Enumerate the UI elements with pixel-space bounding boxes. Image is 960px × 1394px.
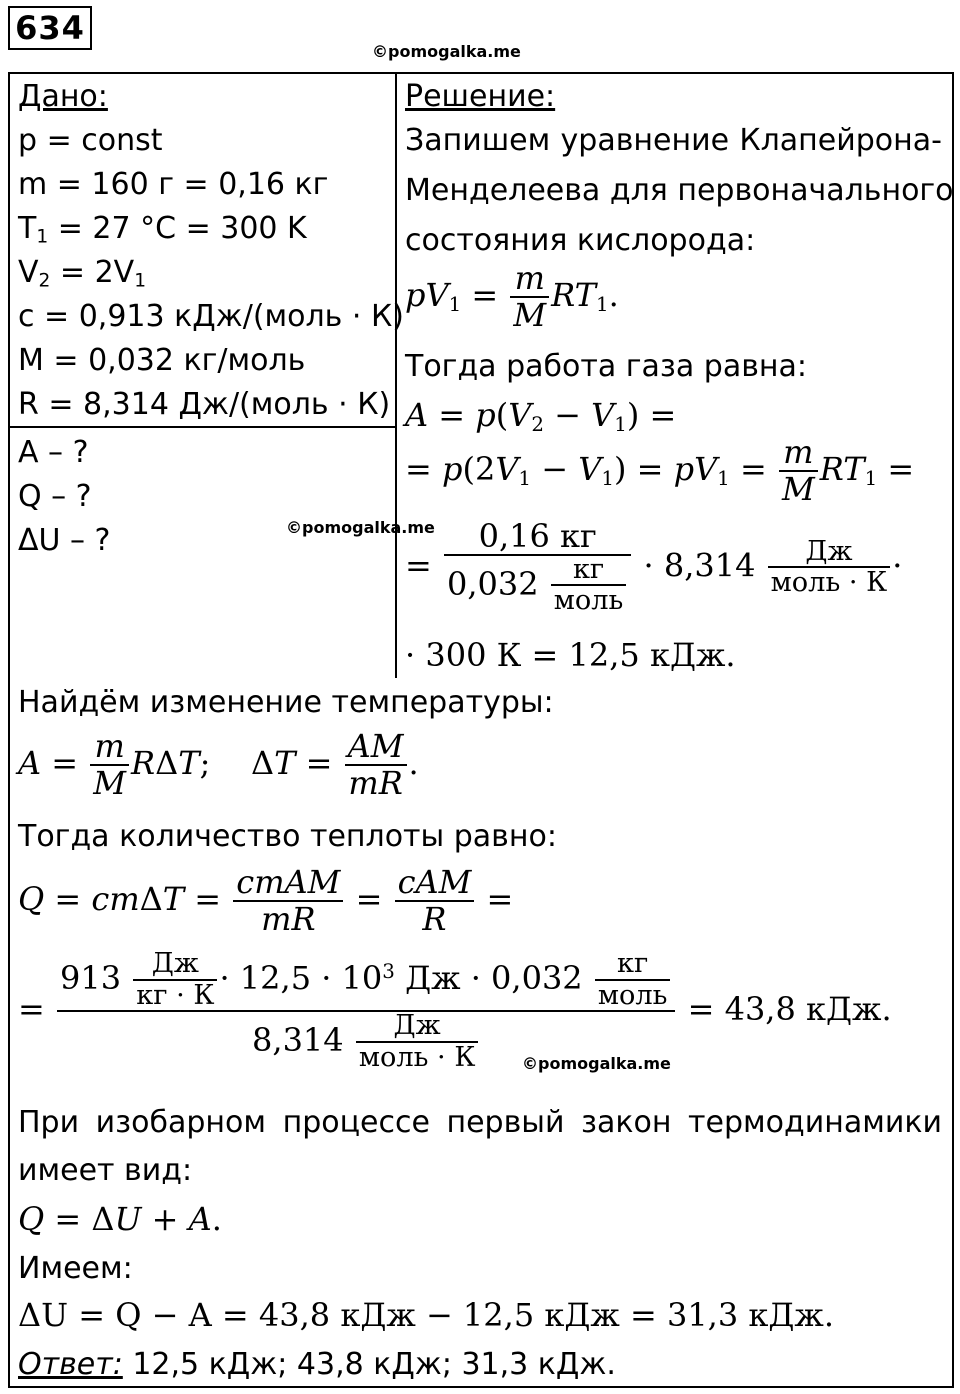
word: термодинамики: [688, 1105, 942, 1140]
word: Клапейрона-: [739, 123, 942, 158]
given-temperature: $T_1 = 27$ °C = 300 K: [18, 211, 307, 248]
word: изобарном: [95, 1105, 267, 1140]
unit: кг · К: [133, 979, 217, 1011]
given-molar-mass: M = 0,032 кг/моль: [18, 343, 306, 378]
intro-line-2: Менделеева для первоначального: [405, 173, 954, 208]
unit: Дж · 0,032: [394, 958, 583, 997]
unit: Дж: [151, 948, 199, 979]
answer-text: 12,5 кДж; 43,8 кДж; 31,3 кДж.: [122, 1347, 616, 1382]
given-mass: m = 160 г = 0,16 кг: [18, 167, 329, 202]
heat-formula: Q = cmΔT = $\frac{\text{cmAM}}{mR}$ = $\frac{\text{cAM}}{R}$ =: [18, 863, 514, 938]
given-heat-capacity: c = 0,913 кДж/(моль · К): [18, 299, 404, 334]
work-text: Тогда работа газа равна:: [405, 349, 808, 384]
find-internal-energy: ΔU – ?: [18, 523, 111, 558]
given-pressure: p = const: [18, 123, 163, 158]
answer-label: Ответ:: [18, 1347, 123, 1382]
unit: кг: [572, 553, 605, 585]
work-formula-1: $A = p(V_2 - V_1)$ =: [405, 396, 677, 436]
du-formula: ΔU = Q − A = 43,8 кДж − 12,5 кДж = 31,3 кДж.: [18, 1296, 834, 1334]
work-formula-2: = $p(2V_1 - V_1) = pV_1$ = $\frac{m}{M}$ $RT_1$ =: [405, 433, 915, 508]
unit: кг: [617, 948, 649, 979]
watermark: ©pomogalka.me: [372, 42, 521, 61]
intro-line-3: состояния кислорода:: [405, 223, 756, 258]
work-value: · 12,5 · 10: [219, 958, 383, 997]
t1-symbol: T: [18, 211, 37, 246]
word: закон: [581, 1105, 672, 1140]
c-value: 913: [59, 958, 122, 997]
given-find-divider: [8, 426, 397, 428]
t1-value: = 27 °C = 300 K: [48, 211, 307, 246]
temperature-text: Найдём изменение температуры:: [18, 685, 554, 720]
r-value: 8,314: [663, 546, 756, 585]
temperature-formula: A = $\frac{m}{M}$ RΔT; ΔT = $\frac{AM}{mR}$ .: [18, 727, 419, 802]
m-over-m-fraction: $\frac{m}{M}$: [510, 262, 549, 333]
word: первый: [446, 1105, 565, 1140]
unit: моль: [551, 584, 627, 616]
clapeyron-equation: $pV_1$ = $\frac{m}{M}$ $RT_1$.: [405, 259, 619, 334]
unit: Дж: [393, 1010, 441, 1042]
word: уравнение: [560, 123, 730, 158]
heat-result: = 43,8 кДж.: [687, 989, 892, 1028]
answer: [18, 1348, 616, 1382]
v2-symbol: V: [18, 255, 39, 290]
find-work: A – ?: [18, 435, 89, 470]
given-volume: $V_2 = 2V_1$: [18, 255, 147, 292]
exponent: 3: [382, 959, 395, 983]
mass-value: 0,16 кг: [478, 517, 597, 555]
m-over-m-fraction: $\frac{m}{M}$: [779, 436, 818, 507]
find-heat: Q – ?: [18, 479, 92, 514]
unit: Дж: [805, 535, 853, 567]
molar-mass-value: 0,032: [446, 564, 539, 603]
word: При: [18, 1105, 80, 1140]
mass-over-molar-fraction: [444, 517, 631, 617]
intro-line-1: [405, 124, 942, 158]
r-value: 8,314: [252, 1021, 344, 1060]
word: Запишем: [405, 123, 551, 158]
have-text: Имеем:: [18, 1251, 133, 1286]
watermark: ©pomogalka.me: [286, 518, 435, 537]
first-law-formula: Q = ΔU + A.: [18, 1200, 222, 1238]
work-result: · 300 К = 12,5 кДж.: [405, 636, 736, 674]
law-line-1: [18, 1106, 942, 1140]
heat-text: Тогда количество теплоты равно:: [18, 819, 557, 854]
column-divider: [395, 72, 397, 678]
law-line-2: имеет вид:: [18, 1153, 193, 1188]
heat-numeric: = 913 $\frac{Дж}{кг \cdot К}$ · $12,5 \cdot 10^3$ Дж · 0,032 $\frac{кг}{\text{моль}}$ 8,314 $\frac{Дж}{\text{моль · К}}$ = 43,8 кДж.: [18, 948, 892, 1074]
unit: моль: [595, 979, 671, 1011]
solution-heading: Решение:: [405, 79, 556, 114]
given-gas-constant: R = 8,314 Дж/(моль · К): [18, 387, 391, 422]
watermark: ©pomogalka.me: [522, 1054, 671, 1073]
v2-value: = 2V: [50, 255, 135, 290]
unit: моль · К: [768, 566, 891, 598]
problem-number: 634: [8, 6, 92, 50]
r-unit: [768, 535, 891, 599]
given-heading: Дано:: [18, 79, 108, 114]
word: процессе: [282, 1105, 430, 1140]
work-numeric: = 0,16 кг 0,032 $\frac{кг}{\text{моль}}$ · 8,314 $\frac{Дж}{\text{моль · К}}$ ·: [405, 517, 903, 617]
unit: моль · К: [356, 1041, 479, 1073]
